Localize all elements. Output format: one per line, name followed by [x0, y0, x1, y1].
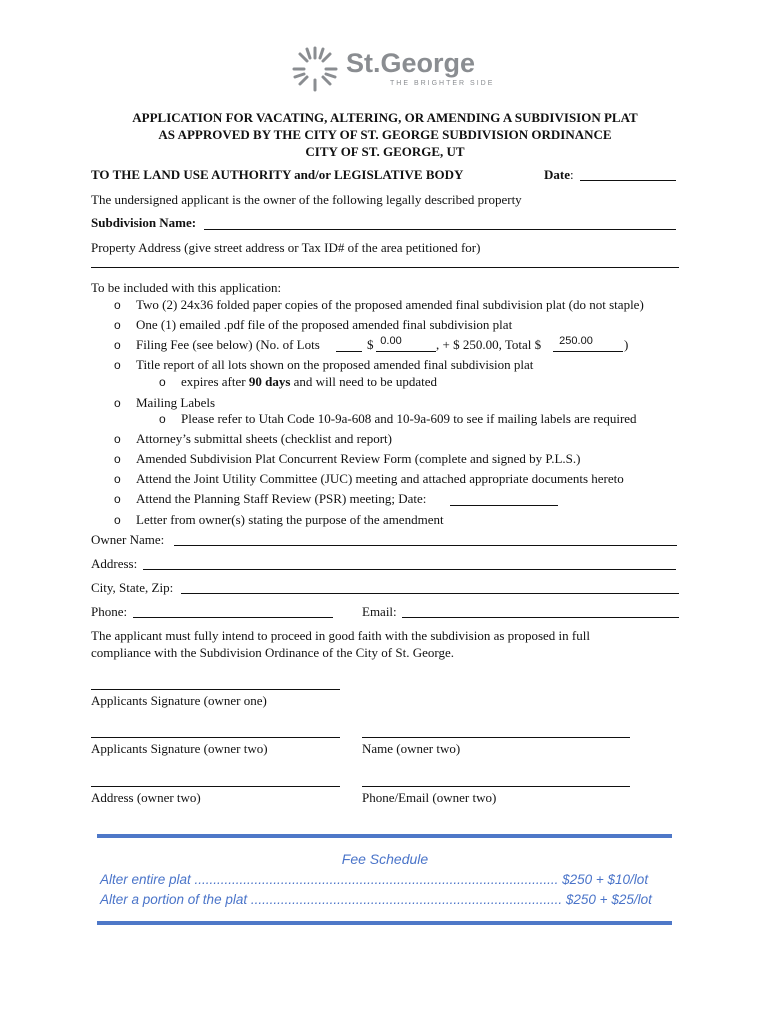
circle-bullet-icon: o: [114, 338, 121, 352]
statement-line-1: The applicant must fully intend to proceed in good faith with the subdivision as proposed in full: [91, 628, 590, 643]
expiry-days: 90 days: [248, 374, 291, 389]
date-label-text: Date: [544, 167, 570, 182]
circle-bullet-icon: o: [114, 396, 121, 410]
logo-tagline: THE BRIGHTER SIDE: [390, 80, 495, 87]
email-label: Email:: [362, 604, 397, 619]
address-owner-two-label: Address (owner two): [91, 790, 201, 805]
item-paper-copies: Two (2) 24x36 folded paper copies of the proposed amended final subdivision plat (do not staple): [136, 297, 644, 312]
total-value: 250.00: [559, 335, 593, 347]
circle-bullet-icon: o: [114, 298, 121, 312]
item-attorney-sheets: Attorney’s submittal sheets (checklist and report): [136, 431, 392, 446]
property-field[interactable]: [91, 267, 679, 268]
lots-field[interactable]: [336, 351, 362, 352]
item-juc-meeting: Attend the Joint Utility Committee (JUC) meeting and attached appropriate documents hereto: [136, 471, 624, 486]
signature-owner-two-label: Applicants Signature (owner two): [91, 741, 268, 756]
item-pdf-file: One (1) emailed .pdf file of the proposed amended final subdivision plat: [136, 317, 513, 332]
fee-row-portion-plat: Alter a portion of the plat ................................................................................... $250 + $25/lot: [100, 892, 652, 907]
phone-label: Phone:: [91, 604, 128, 619]
city-field[interactable]: [181, 593, 679, 594]
item-psr-meeting: Attend the Planning Staff Review (PSR) meeting; Date:: [136, 491, 427, 506]
fee-schedule-top-rule: [97, 834, 672, 838]
item-mailing-labels: Mailing Labels: [136, 395, 216, 410]
circle-bullet-icon: o: [114, 452, 121, 466]
circle-bullet-icon: o: [114, 492, 121, 506]
title-line-2: AS APPROVED BY THE CITY OF ST. GEORGE SUBDIVISION ORDINANCE: [158, 127, 612, 142]
item-filing-fee-middle: , + $ 250.00, Total $: [436, 337, 542, 352]
psr-date-field[interactable]: [450, 505, 558, 506]
statement-line-2: compliance with the Subdivision Ordinance of the City of St. George.: [91, 645, 454, 660]
item-filing-fee-label: Filing Fee (see below) (No. of Lots: [136, 337, 320, 352]
fee-dollar-sign: $: [367, 337, 374, 352]
sun-burst-icon: [290, 44, 340, 94]
item-owner-letter: Letter from owner(s) stating the purpose of the amendment: [136, 512, 444, 527]
expiry-pre: expires after: [181, 374, 246, 389]
email-field[interactable]: [402, 617, 679, 618]
property-label: Property Address (give street address or Tax ID# of the area petitioned for): [91, 240, 481, 255]
date-label: [544, 167, 574, 183]
item-title-report: Title report of all lots shown on the proposed amended final subdivision plat: [136, 357, 534, 372]
city-label: City, State, Zip:: [91, 580, 174, 595]
total-field[interactable]: [553, 351, 623, 352]
name-owner-two-label: Name (owner two): [362, 741, 461, 756]
circle-bullet-icon: o: [159, 412, 166, 426]
date-field[interactable]: [580, 180, 676, 181]
phone-owner-two-label: Phone/Email (owner two): [362, 790, 497, 805]
signature-owner-one-label: Applicants Signature (owner one): [91, 693, 267, 708]
address-owner-two-field[interactable]: [91, 786, 340, 787]
subdivision-label: Subdivision Name:: [91, 215, 197, 230]
owner-name-field[interactable]: [174, 545, 677, 546]
subdivision-field[interactable]: [204, 229, 676, 230]
item-mailing-labels-note: Please refer to Utah Code 10-9a-608 and 10-9a-609 to see if mailing labels are required: [181, 411, 637, 426]
authority-heading: TO THE LAND USE AUTHORITY and/or LEGISLATIVE BODY: [91, 167, 464, 182]
title-line-1: APPLICATION FOR VACATING, ALTERING, OR AMENDING A SUBDIVISION PLAT: [132, 110, 638, 125]
circle-bullet-icon: o: [114, 432, 121, 446]
logo-name: St.George: [346, 48, 476, 78]
fee-schedule-bottom-rule: [97, 921, 672, 925]
fee-schedule-title: Fee Schedule: [341, 851, 429, 867]
signature-owner-one-field[interactable]: [91, 689, 340, 690]
logo: [290, 42, 495, 94]
circle-bullet-icon: o: [159, 375, 166, 389]
intro-text: The undersigned applicant is the owner of the following legally described property: [91, 192, 522, 207]
item-filing-fee-end: ): [624, 337, 629, 352]
address-label: Address:: [91, 556, 138, 571]
item-review-form: Amended Subdivision Plat Concurrent Review Form (complete and signed by P.L.S.): [136, 451, 581, 466]
expiry-post: and will need to be updated: [293, 374, 437, 389]
phone-owner-two-field[interactable]: [362, 786, 630, 787]
circle-bullet-icon: o: [114, 472, 121, 486]
address-field[interactable]: [143, 569, 676, 570]
title-line-3: CITY OF ST. GEORGE, UT: [305, 144, 465, 159]
included-heading: To be included with this application:: [91, 280, 282, 295]
circle-bullet-icon: o: [114, 318, 121, 332]
owner-name-label: Owner Name:: [91, 532, 165, 547]
circle-bullet-icon: o: [114, 513, 121, 527]
date-label-colon: :: [570, 167, 574, 182]
circle-bullet-icon: o: [114, 358, 121, 372]
fee-value: 0.00: [380, 335, 402, 347]
phone-field[interactable]: [133, 617, 333, 618]
fee-field[interactable]: [376, 351, 436, 352]
item-title-report-expiry: [181, 374, 437, 390]
name-owner-two-field[interactable]: [362, 737, 630, 738]
fee-row-entire-plat: Alter entire plat ................................................................................................. $250 + $10/lot: [100, 872, 649, 887]
signature-owner-two-field[interactable]: [91, 737, 340, 738]
